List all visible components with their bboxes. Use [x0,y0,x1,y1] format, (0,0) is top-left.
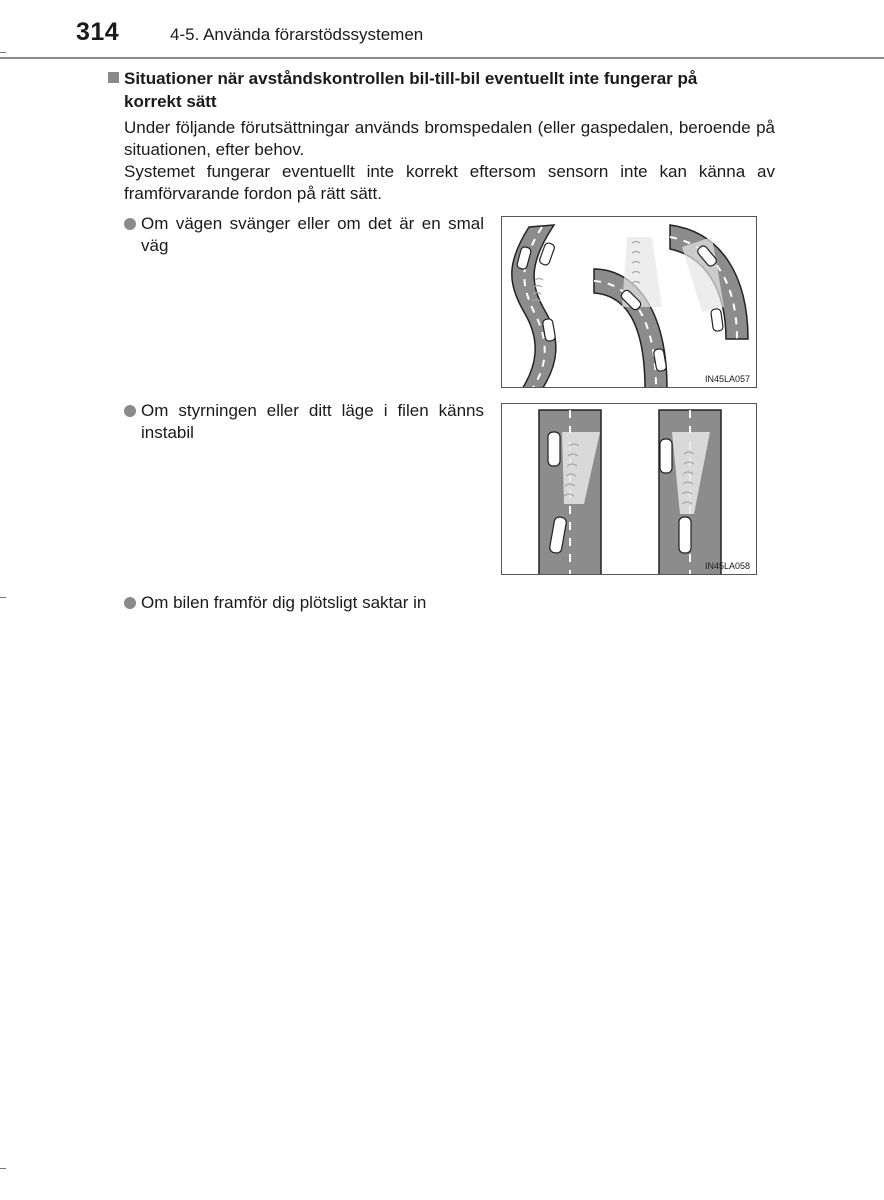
body-paragraph-2: Systemet fungerar eventuellt inte korrekt eftersom sensorn inte kan känna av framförvarande fordon på rätt sätt. [124,162,775,203]
section-heading-line2: korrekt sätt [124,92,217,111]
body-paragraph-1: Under följande förutsättningar används bromspedalen (eller gaspedalen, beroende på situationen, efter behov. [124,118,775,159]
circle-bullet-icon [124,597,136,609]
bullet-sudden-slowdown [124,592,484,614]
section-heading-line1: Situationer när avståndskontrollen bil-till-bil eventuellt inte fungerar på [124,69,698,88]
figure-code: IN45LA057 [704,374,750,384]
section-heading [108,67,788,113]
bullet-text: Om bilen framför dig plötsligt saktar in [141,593,427,612]
illustration-curved-roads [501,216,757,388]
circle-bullet-icon [124,218,136,230]
straight-lanes-drawing [502,404,757,575]
figure-code: IN45LA058 [704,561,750,571]
chapter-title: 4-5. Använda förarstödssystemen [170,25,424,44]
crop-mark [0,597,6,598]
curved-roads-drawing [502,217,757,388]
crop-mark [0,52,6,53]
square-bullet-icon [108,72,119,83]
page-number: 314 [76,18,120,46]
bullet-text: Om styrningen eller ditt läge i filen känns instabil [141,401,484,442]
bullet-curved-road [124,213,484,257]
crop-mark [0,1168,6,1169]
circle-bullet-icon [124,405,136,417]
bullet-text: Om vägen svänger eller om det är en smal väg [141,214,484,255]
illustration-straight-lanes [501,403,757,575]
bullet-unstable-steering [124,400,484,444]
header-divider [0,57,884,59]
